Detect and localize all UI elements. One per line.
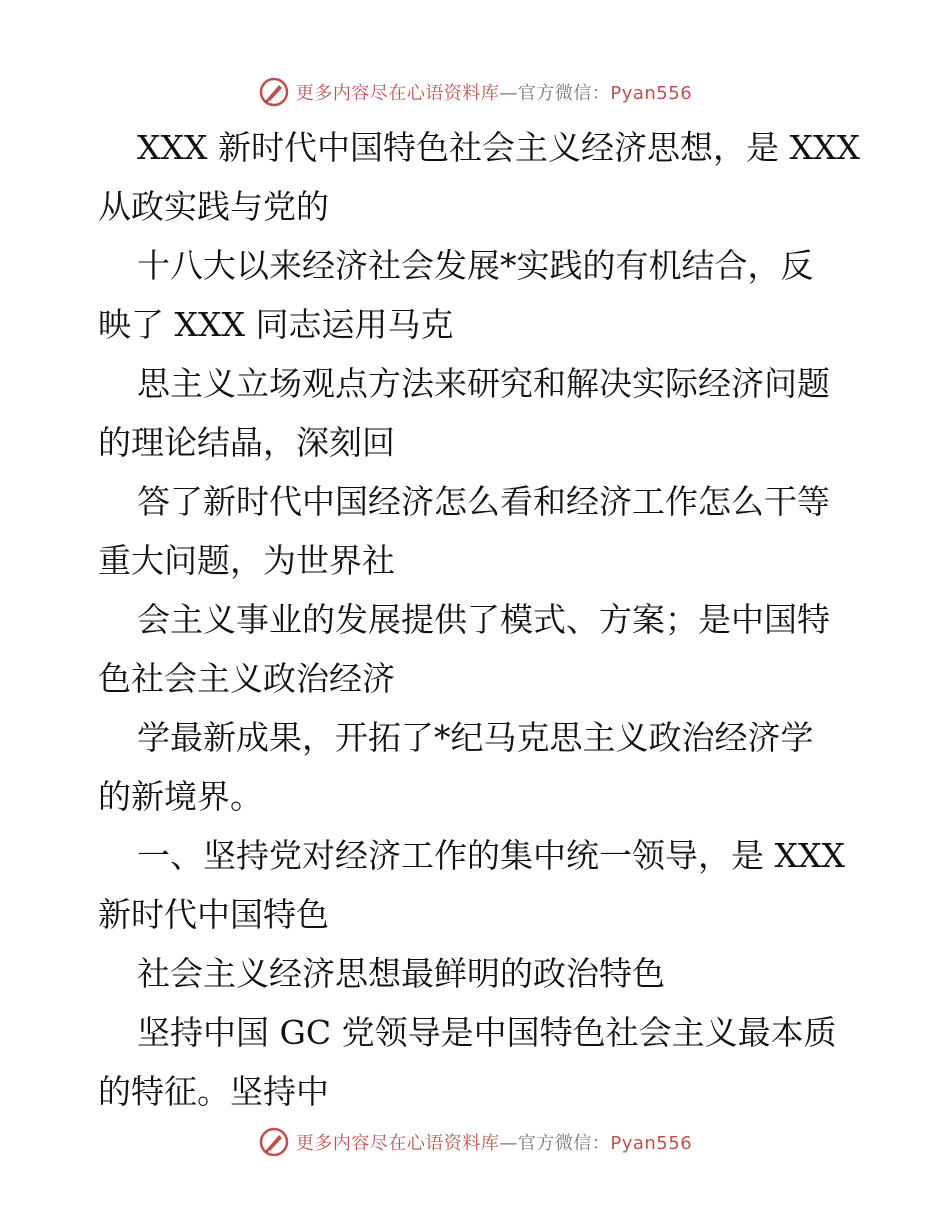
paragraph-line: 会主义事业的发展提供了模式、方案；是中国特: [137, 600, 830, 639]
watermark-wechat-id: Pyan556: [610, 83, 693, 104]
paragraph-line: 映了 XXX 同志运用马克: [98, 305, 454, 344]
pen-logo-icon: [258, 76, 290, 108]
section-heading-line: 一、坚持党对经济工作的集中统一领导，是 XXX: [137, 836, 845, 875]
watermark-brand: 更多内容尽在心语资料库: [295, 83, 500, 104]
paragraph-line: 坚持中国 GC 党领导是中国特色社会主义最本质: [137, 1013, 837, 1052]
watermark-wechat-label: 官方微信：: [517, 1133, 611, 1154]
paragraph-line: 的理论结晶，深刻回: [98, 423, 395, 462]
header-watermark: [0, 72, 950, 112]
paragraph-line: XXX 新时代中国特色社会主义经济思想，是 XXX: [137, 128, 860, 167]
watermark-wechat-label: 官方微信：: [517, 83, 611, 104]
watermark-text: [296, 79, 692, 105]
paragraph-line: 答了新时代中国经济怎么看和经济工作怎么干等: [137, 482, 830, 521]
paragraph-line: 色社会主义政治经济: [98, 659, 395, 698]
watermark-dash: —: [499, 83, 518, 104]
paragraph-line: 的特征。坚持中: [98, 1072, 329, 1111]
section-heading-line: 社会主义经济思想最鲜明的政治特色: [137, 954, 665, 993]
paragraph-line: 从政实践与党的: [98, 187, 329, 226]
section-heading-line: 新时代中国特色: [98, 895, 329, 934]
watermark-dash: —: [499, 1133, 518, 1154]
paragraph-line: 学最新成果，开拓了*纪马克思主义政治经济学: [137, 718, 814, 757]
watermark: [258, 1126, 692, 1158]
paragraph-line: 思主义立场观点方法来研究和解决实际经济问题: [137, 364, 830, 403]
footer-watermark: [0, 1122, 950, 1162]
paragraph-line: 重大问题，为世界社: [98, 541, 395, 580]
watermark-wechat-id: Pyan556: [610, 1133, 693, 1154]
document-body: [98, 118, 858, 1121]
watermark-brand: 更多内容尽在心语资料库: [295, 1133, 500, 1154]
pen-logo-icon: [258, 1126, 290, 1158]
paragraph-line: 的新境界。: [98, 777, 263, 816]
watermark: [258, 76, 692, 108]
watermark-text: [296, 1129, 692, 1155]
paragraph-line: 十八大以来经济社会发展*实践的有机结合，反: [137, 246, 814, 285]
